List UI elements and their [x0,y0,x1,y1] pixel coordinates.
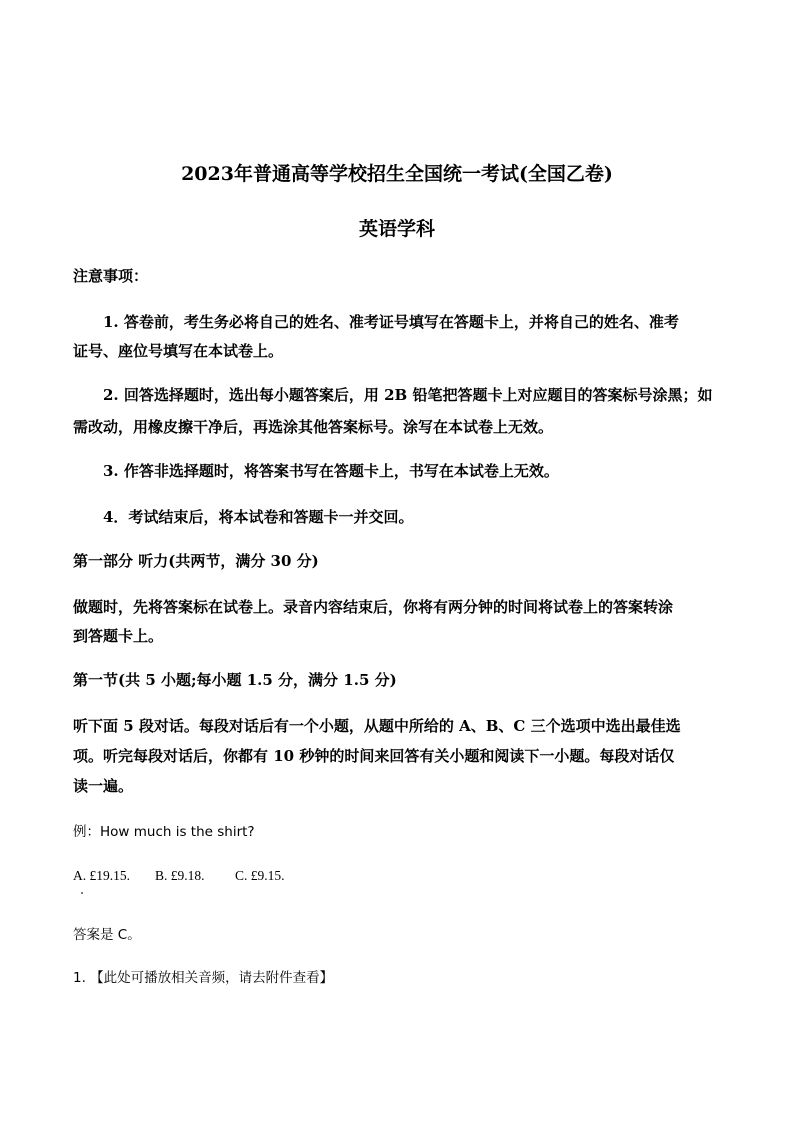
notice-item-1-line-1: 1. 答卷前，考生务必将自己的姓名、准考证号填写在答题卡上，并将自己的姓名、准考 [103,313,679,331]
example-option-c: C. £9.15. [235,868,285,883]
section1-instruction-line-1: 听下面 5 段对话。每段对话后有一个小题，从题中所给的 A、B、C 三个选项中选出最佳选 [73,717,681,735]
part1-heading: 第一部分 听力(共两节，满分 30 分) [73,552,319,570]
subject-title: 英语学科 [358,218,435,240]
example-question: 例：How much is the shirt? [73,824,255,840]
question-1-audio-note: 1. 【此处可播放相关音频，请去附件查看】 [73,970,334,986]
notice-item-2-line-2: 需改动，用橡皮擦干净后，再选涂其他答案标号。涂写在本试卷上无效。 [73,418,554,436]
example-option-b: B. £9.18. [155,868,205,883]
notice-item-4: 4．考试结束后，将本试卷和答题卡一并交回。 [103,508,414,526]
stray-dot [81,892,83,894]
example-option-a: A. £19.15. [73,868,130,883]
exam-title: 2023年普通高等学校招生全国统一考试(全国乙卷) [181,163,613,185]
notice-heading: 注意事项： [73,267,149,285]
example-answer: 答案是 C。 [73,927,141,943]
section1-heading: 第一节(共 5 小题;每小题 1.5 分，满分 1.5 分) [73,671,397,689]
notice-item-2-line-1: 2. 回答选择题时，选出每小题答案后，用 2B 铅笔把答题卡上对应题目的答案标号涂黑；如 [103,386,713,404]
part1-intro-line-1: 做题时，先将答案标在试卷上。录音内容结束后，你将有两分钟的时间将试卷上的答案转涂 [73,598,674,616]
section1-instruction-line-3: 读一遍。 [73,777,134,795]
part1-intro-line-2: 到答题卡上。 [73,627,164,645]
section1-instruction-line-2: 项。听完每段对话后，你都有 10 秒钟的时间来回答有关小题和阅读下一小题。每段对话仅 [73,747,675,765]
notice-item-1-line-2: 证号、座位号填写在本试卷上。 [73,342,284,360]
notice-item-3: 3. 作答非选择题时，将答案书写在答题卡上，书写在本试卷上无效。 [103,462,559,480]
